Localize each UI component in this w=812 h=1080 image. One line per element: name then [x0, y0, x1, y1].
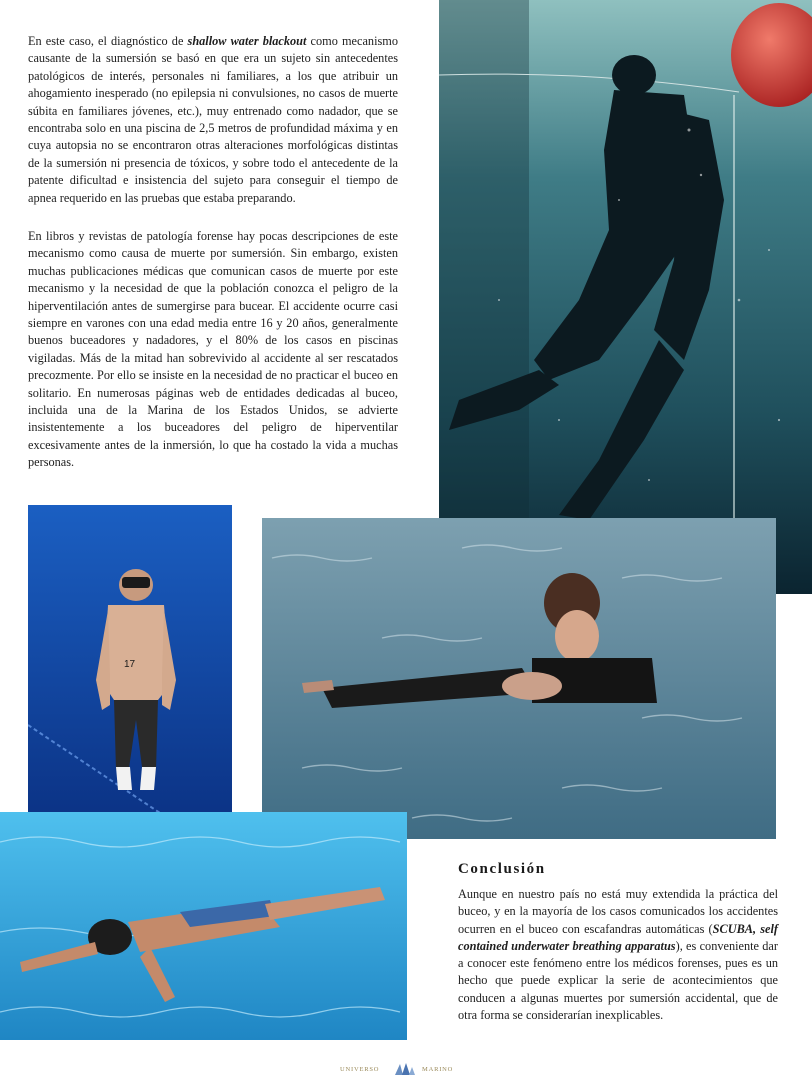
conclusion-heading: Conclusión	[458, 861, 546, 877]
body-paragraph-1	[28, 33, 398, 207]
conclusion-paragraph	[458, 886, 778, 1024]
magazine-logo-icon	[394, 1062, 416, 1076]
p1-text-c: como mecanismo causante de la sumersión se basó en que era un sujeto sin antecedentes patológicos de interés, personales ni familiares, a los que atribuir un ahogamiento inesperado (no epilepsia ni convulsiones, no casos de muerte súbita en familiares jóvenes, etc.), muy entrenado como nadador, que se encontraba solo en una piscina de 2,5 metros de profundidad máxima y en cuya autopsia no se encontraron otras alteraciones morfológicas distintas de la sumersión ni presencia de tóxicos, y sobre todo el antecedente de la patente dificultad e insistencia del sujeto para conseguir el tiempo de apnea requerido en las pruebas que estaba preparando.	[28, 34, 398, 205]
footer-right-word: MARINO	[422, 1066, 454, 1073]
shallow-water-blackout-term: shallow water blackout	[187, 34, 307, 48]
pool-swimmer-photo	[0, 812, 407, 1040]
diver-bib-number: 17	[124, 659, 136, 670]
magazine-footer	[340, 1062, 470, 1078]
conclusion-text-a: Aunque en nuestro país no está muy extendida la práctica del buceo, y en la mayoría de los casos comunicados los accidentes ocurren en el buceo con escafandras automáticas (	[458, 887, 778, 936]
sea-rescue-photo	[262, 518, 776, 839]
footer-left-word: UNIVERSO	[340, 1066, 380, 1073]
scuba-definition: SCUBA, self contained underwater breathing apparatus	[458, 921, 778, 953]
freediver-ascending-photo	[28, 505, 232, 845]
p1-text-a: En este caso, el diagnóstico de	[28, 34, 188, 48]
freedivers-deep-photo	[439, 0, 812, 594]
conclusion-text-c: ), es conveniente dar a conocer este fenómeno entre los médicos forenses, pues es un hecho que puede explicar la serie de acontecimientos que conducen a algunas muertes por sumersión accidental, que de otra forma se considerarían inexplicables.	[458, 938, 778, 1023]
body-paragraph-2: En libros y revistas de patología forense hay pocas descripciones de este mecanismo como causa de muerte por sumersión. Sin embargo, existen muchas publicaciones médicas que comunican casos de muerte por este mecanismo y la necesidad de que la población conozca el peligro de la hiperventilación antes de sumergirse para bucear. El accidente ocurre casi siempre en varones con una edad media entre 16 y 20 años, generalmente buenos buceadores y nadadores, y el 80% de los casos en piscinas vigiladas. Más de la mitad han sobrevivido al accidente al ser rescatados precozmente. Por ello se insiste en la necesidad de no practicar el buceo en solitario. En numerosas páginas web de entidades dedicadas al buceo, incluida una de la Marina de los Estados Unidos, se advierte insistentemente a los buceadores del peligro de hiperventilar excesivamente antes de la inmersión, lo que ha costado la vida a muchas personas.	[28, 229, 398, 470]
